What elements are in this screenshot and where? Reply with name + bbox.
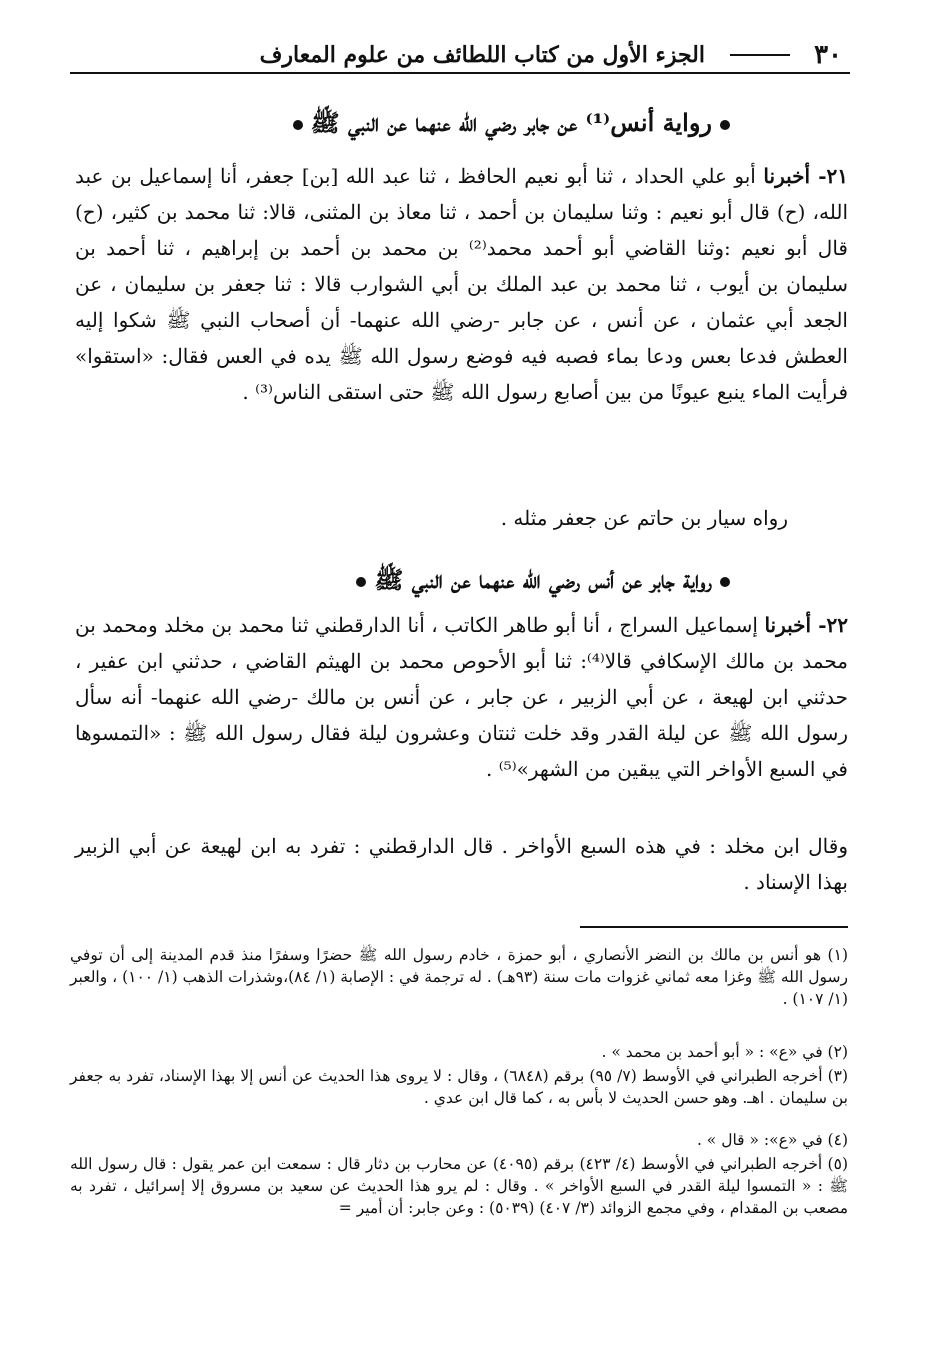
footnote-separator [580, 926, 848, 928]
footnote-1: (١) هو أنس بن مالك بن النضر الأنصاري ، أبو حمزة ، خادم رسول الله ﷺ حضرًا وسفرًا منذ قدم المدينة إلى أن توفي رسول الله ﷺ وغزا معه ثماني غزوات مات سنة (٩٣هـ) . له ترجمة في : الإصابة (١/ ٨٤)،وشذرات الذهب (١/ ١٠٠) ، والعبر (١/ ١٠٧) . [70, 946, 849, 1008]
footnote-3: (٣) أخرجه الطبراني في الأوسط (٧/ ٩٥) برقم (٦٨٤٨) ، وقال : لا يروى هذا الحديث عن أنس إلا بهذا الإسناد، تفرد به جعفر بن سليمان . اهـ. وهو حسن الحديث لا بأس به ، كما قال ابن عدي . [70, 1067, 849, 1107]
hadith-21-text: أبو علي الحداد ، ثنا أبو نعيم الحافظ ، ثنا عبد الله [بن] جعفر، أنا إسماعيل بن عبد الله، (ح) قال أبو نعيم : وثنا سليمان بن أحمد ، ثنا معاذ بن المثنى، قالا: ثنا محمد بن كثير، (ح) قال أبو نعيم :وثنا القاضي أبو أحمد محمد⁽²⁾ بن محمد بن أحمد بن إبراهيم ، ثنا أحمد بن سليمان بن أيوب ، ثنا محمد بن عبد الملك بن أبي الشوارب قالا : ثنا جعفر بن سليمان ، عن الجعد أبي عثمان ، عن أنس ، عن جابر -رضي الله عنهما- أن أصحاب النبي ﷺ شكوا إليه العطش فدعا بعس ودعا بماء فصبه فيه فوضع رسول الله ﷺ يده في العس فقال: «استقوا» فرأيت الماء ينبع عيونًا من بين أصابع رسول الله ﷺ حتى استقى الناس⁽³⁾ . [75, 164, 848, 404]
footnote-4: (٤) في «ع»: « قال » . [696, 1131, 848, 1149]
hadith-21-number: ٢١- أخبرنا [763, 164, 848, 188]
bullet-icon [293, 120, 303, 130]
header-dash [730, 54, 790, 56]
bullet-icon [720, 577, 730, 587]
header-rule [70, 72, 850, 74]
hadith-22-note: وقال ابن مخلد : في هذه السبع الأواخر . قال الدارقطني : تفرد به ابن لهيعة عن أبي الزبير بهذا الإسناد . [75, 834, 848, 894]
footnote-2: (٢) في «ع» : « أبو أحمد بن محمد » . [601, 1043, 848, 1061]
hadith-21 [75, 158, 848, 410]
section-heading-1-text: رواية أنس⁽¹⁾ عن جابر رضي الله عنهما عن النبي ﷺ [310, 108, 712, 137]
section-heading-2-text: رواية جابر عن أنس رضي الله عنهما عن النبي ﷺ [374, 565, 712, 594]
hadith-22-text: إسماعيل السراج ، أنا أبو طاهر الكاتب ، أنا الدارقطني ثنا محمد بن مخلد ومحمد بن محمد بن مالك الإسكافي قالا⁽⁴⁾: ثنا أبو الأحوص محمد بن الهيثم القاضي ، حدثني ابن عفير ، حدثني ابن لهيعة ، عن أبي الزبير ، عن جابر ، عن أنس بن مالك -رضي الله عنهما- أنه سأل رسول الله ﷺ عن ليلة القدر وقد خلت ثنتان وعشرون ليلة فقال رسول الله ﷺ : «التمسوها في السبع الأواخر التي يبقين من الشهر»⁽⁵⁾ . [75, 613, 848, 781]
bullet-icon [720, 120, 730, 130]
hadith-22-number: ٢٢- أخبرنا [764, 613, 848, 637]
hadith-21-note: رواه سيار بن حاتم عن جعفر مثله . [500, 506, 788, 530]
page-number: ٣٠ [814, 40, 842, 70]
section-heading-1 [285, 108, 738, 143]
running-title: الجزء الأول من كتاب اللطائف من علوم المعارف [259, 42, 705, 68]
hadith-22 [75, 607, 848, 787]
bullet-icon [356, 577, 366, 587]
section-heading-2 [348, 565, 738, 600]
footnote-5: (٥) أخرجه الطبراني في الأوسط (٤/ ٤٢٣) برقم (٤٠٩٥) عن محارب بن دثار قال : سمعت ابن عمر يقول : قال رسول الله ﷺ : « التمسوا ليلة القدر في السبع الأواخر » . وقال : لم يرو هذا الحديث عن سعيد بن مسروق إلا إسرائيل ، تفرد به مصعب بن المقدام ، وفي مجمع الزوائد (٣/ ٤٠٧) (٥٠٣٩) : وعن جابر: أن أمير = [70, 1155, 848, 1217]
page-header [70, 38, 850, 78]
